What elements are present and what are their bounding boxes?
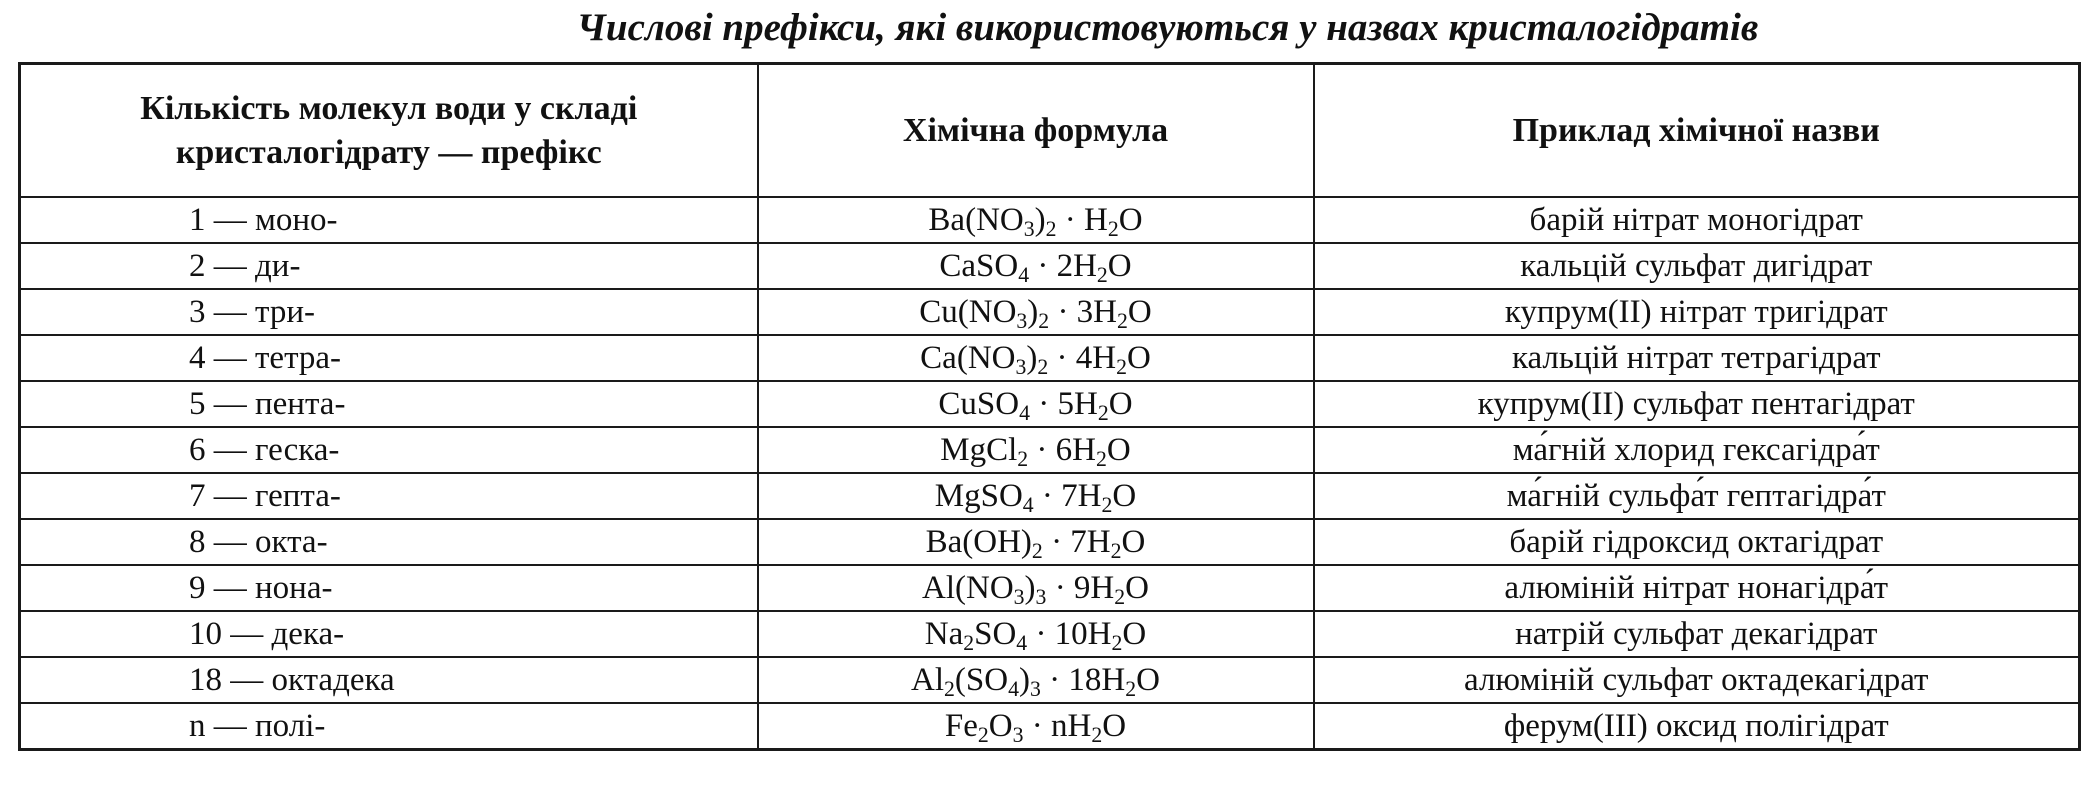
formula-text: · 9H xyxy=(1046,570,1115,606)
formula-subscript: 3 xyxy=(1012,723,1024,748)
formula-text: SO xyxy=(974,616,1017,652)
formula-text: O xyxy=(1108,386,1133,422)
formula-cell xyxy=(758,611,1314,657)
example-name-cell: купрум(II) сульфат пентагідрат xyxy=(1314,381,2080,427)
prefix-cell: 10 — дека- xyxy=(20,611,758,657)
formula-subscript: 4 xyxy=(1016,631,1028,656)
example-name-cell: алюміній нітрат нонагідра́т xyxy=(1314,565,2080,611)
formula-cell xyxy=(758,427,1314,473)
formula-text: Ba(OH) xyxy=(925,524,1032,560)
formula-text: Ca(NO xyxy=(920,340,1016,376)
formula-text: (SO xyxy=(954,662,1009,698)
prefix-cell: 18 — октадека xyxy=(20,657,758,703)
example-name-cell: ма́гній хлорид гексагідра́т xyxy=(1314,427,2080,473)
formula-text: · 3H xyxy=(1049,294,1118,330)
formula-subscript: 4 xyxy=(1019,401,1031,426)
formula-subscript: 2 xyxy=(977,723,989,748)
formula-subscript: 2 xyxy=(1096,263,1108,288)
formula-subscript: 2 xyxy=(1037,355,1049,380)
prefix-cell: n — полі- xyxy=(20,703,758,750)
table-row xyxy=(20,243,2080,289)
formula-subscript: 2 xyxy=(1116,355,1127,380)
formula-text: O xyxy=(1127,294,1152,330)
formula-subscript: 2 xyxy=(1110,539,1122,564)
formula-cell xyxy=(758,197,1314,243)
formula-text: O xyxy=(988,708,1013,744)
header-row xyxy=(20,64,2080,198)
formula-text: Al xyxy=(911,662,945,698)
formula-text: · 5H xyxy=(1030,386,1098,422)
prefix-cell: 1 — моно- xyxy=(20,197,758,243)
formula-subscript: 3 xyxy=(1016,309,1028,334)
formula-text: O xyxy=(1112,478,1137,514)
prefix-cell: 4 — тетра- xyxy=(20,335,758,381)
prefix-cell: 6 — геска- xyxy=(20,427,758,473)
formula-text: · nH xyxy=(1023,708,1092,744)
formula-text: ) xyxy=(1034,202,1046,238)
formula-text: · 6H xyxy=(1028,432,1096,468)
prefix-cell: 9 — нона- xyxy=(20,565,758,611)
prefix-cell: 7 — гепта- xyxy=(20,473,758,519)
formula-text: CaSO xyxy=(939,248,1019,284)
formula-text: Ba(NO xyxy=(928,202,1024,238)
formula-subscript: 3 xyxy=(1035,585,1047,610)
formula-text: O xyxy=(1122,616,1147,652)
header-water-count xyxy=(20,64,758,198)
table-row xyxy=(20,381,2080,427)
formula-text: Al(NO xyxy=(922,570,1014,606)
prefix-cell: 2 — ди- xyxy=(20,243,758,289)
example-name-cell: ма́гній сульфа́т гептагідра́т xyxy=(1314,473,2080,519)
table-row xyxy=(20,427,2080,473)
formula-text: · 10H xyxy=(1027,616,1112,652)
formula-subscript: 2 xyxy=(1125,677,1137,702)
table-row xyxy=(20,565,2080,611)
formula-subscript: 4 xyxy=(1018,263,1030,288)
formula-subscript: 3 xyxy=(1015,355,1027,380)
example-name-cell: барій гідроксид октагідрат xyxy=(1314,519,2080,565)
table-row xyxy=(20,703,2080,750)
example-name-cell: кальцій сульфат дигідрат xyxy=(1314,243,2080,289)
formula-text: · 2H xyxy=(1029,248,1097,284)
formula-text: ) xyxy=(1026,340,1038,376)
formula-cell xyxy=(758,519,1314,565)
formula-text: O xyxy=(1121,524,1146,560)
formula-text: · H xyxy=(1056,202,1108,238)
formula-text: O xyxy=(1118,202,1143,238)
table-row xyxy=(20,473,2080,519)
formula-cell xyxy=(758,565,1314,611)
formula-subscript: 2 xyxy=(944,677,955,702)
example-name-cell: ферум(III) оксид полігідрат xyxy=(1314,703,2080,750)
formula-text: O xyxy=(1136,662,1160,698)
formula-subscript: 2 xyxy=(1107,217,1119,242)
formula-subscript: 2 xyxy=(1114,585,1126,610)
table-row xyxy=(20,611,2080,657)
formula-subscript: 2 xyxy=(1101,493,1113,518)
formula-subscript: 2 xyxy=(1096,447,1107,472)
formula-subscript: 2 xyxy=(1038,309,1050,334)
formula-cell xyxy=(758,289,1314,335)
formula-subscript: 2 xyxy=(1117,309,1128,334)
formula-subscript: 3 xyxy=(1013,585,1025,610)
formula-text: · 7H xyxy=(1042,524,1111,560)
formula-text: O xyxy=(1126,340,1151,376)
formula-text: · 7H xyxy=(1033,478,1102,514)
formula-text: Fe xyxy=(944,708,978,744)
formula-text: ) xyxy=(1019,662,1030,698)
formula-text: Na xyxy=(924,616,964,652)
formula-text: · 4H xyxy=(1048,340,1117,376)
formula-subscript: 3 xyxy=(1023,217,1035,242)
table-row xyxy=(20,289,2080,335)
formula-cell xyxy=(758,473,1314,519)
example-name-cell: натрій сульфат декагідрат xyxy=(1314,611,2080,657)
table-row xyxy=(20,657,2080,703)
formula-subscript: 4 xyxy=(1008,677,1019,702)
example-name-cell: барій нітрат моногідрат xyxy=(1314,197,2080,243)
formula-text: CuSO xyxy=(938,386,1020,422)
prefix-table xyxy=(18,62,2081,751)
table-row xyxy=(20,519,2080,565)
formula-text: O xyxy=(1125,570,1149,606)
formula-subscript: 2 xyxy=(1031,539,1043,564)
example-name-cell: купрум(II) нітрат тригідрат xyxy=(1314,289,2080,335)
formula-subscript: 2 xyxy=(1017,447,1029,472)
formula-text: O xyxy=(1102,708,1127,744)
table-row xyxy=(20,197,2080,243)
example-name-cell: кальцій нітрат тетрагідрат xyxy=(1314,335,2080,381)
formula-cell xyxy=(758,657,1314,703)
prefix-cell: 3 — три- xyxy=(20,289,758,335)
header-formula: Хімічна формула xyxy=(758,64,1314,198)
formula-subscript: 2 xyxy=(1045,217,1057,242)
formula-subscript: 3 xyxy=(1030,677,1041,702)
formula-subscript: 4 xyxy=(1022,493,1034,518)
example-name-cell: алюміній сульфат октадекагідрат xyxy=(1314,657,2080,703)
formula-text: MgSO xyxy=(934,478,1023,514)
formula-text: · 18H xyxy=(1040,662,1126,698)
formula-subscript: 2 xyxy=(1097,401,1109,426)
formula-subscript: 2 xyxy=(1091,723,1103,748)
prefix-cell: 8 — окта- xyxy=(20,519,758,565)
formula-text: ) xyxy=(1024,570,1036,606)
formula-subscript: 2 xyxy=(963,631,975,656)
formula-cell xyxy=(758,381,1314,427)
formula-cell xyxy=(758,335,1314,381)
formula-text: O xyxy=(1107,248,1132,284)
page-title: Числові префікси, які використовуються у назвах кристалогідратів xyxy=(576,6,1759,49)
prefix-cell: 5 — пента- xyxy=(20,381,758,427)
formula-text: ) xyxy=(1027,294,1039,330)
formula-cell xyxy=(758,243,1314,289)
header-water-count-line2: кристалогідрату — префікс xyxy=(175,133,602,171)
header-example-name: Приклад хімічної назви xyxy=(1314,64,2080,198)
table-row xyxy=(20,335,2080,381)
formula-text: Cu(NO xyxy=(919,294,1017,330)
formula-cell xyxy=(758,703,1314,750)
formula-text: MgCl xyxy=(940,432,1018,468)
formula-subscript: 2 xyxy=(1111,631,1123,656)
header-water-count-line1: Кількість молекул води у складі xyxy=(140,89,638,127)
formula-text: O xyxy=(1106,432,1131,468)
